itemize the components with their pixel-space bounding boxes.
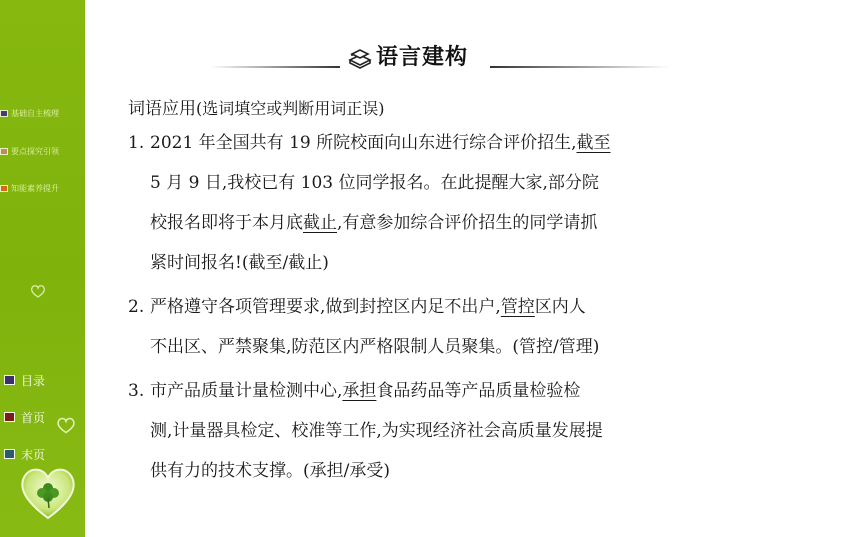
underlined-word: 截止 [303, 213, 337, 233]
section-title: 语言建构 [376, 45, 469, 70]
text-run: 食品药品等产品质量检验检 [376, 381, 581, 401]
question-line [128, 203, 738, 243]
question-number: 2. [128, 297, 145, 317]
toc-button[interactable] [4, 372, 45, 388]
first-page-button[interactable] [4, 409, 45, 425]
text-run: 市产品质量计量检测中心, [150, 381, 343, 401]
question-line: 供有力的技术支撑。(承担/承受) [150, 461, 390, 481]
last-page-button[interactable] [4, 446, 45, 462]
heart-clover-icon [18, 462, 78, 522]
toc-label: 目录 [21, 373, 46, 388]
toc-square-icon [4, 375, 15, 385]
question-line: 测,计量器具检定、校准等工作,为实现经济社会高质量发展提 [150, 421, 603, 441]
question-line [128, 287, 738, 327]
nav-square-icon [0, 110, 8, 117]
nav-square-icon [0, 148, 8, 155]
last-page-label: 末页 [21, 447, 46, 462]
question-line [128, 123, 738, 163]
nav-square-icon [0, 185, 8, 192]
question-number: 1. [128, 133, 145, 153]
exercise-subtitle [128, 94, 738, 119]
sidebar [0, 0, 85, 537]
main-content [128, 90, 738, 491]
nav-jichu-zizhu-shuli[interactable] [0, 106, 59, 120]
nav-label: 基础自主梳理 [11, 108, 59, 118]
nav-zhineng-suyang-tisheng[interactable] [0, 181, 59, 195]
text-run: 校报名即将于本月底 [150, 213, 303, 233]
underlined-word: 管控 [500, 297, 535, 317]
question-line: 紧时间报名!(截至/截止) [150, 253, 329, 273]
text-run: 区内人 [534, 297, 586, 317]
header-divider-right [490, 66, 670, 68]
question-1 [128, 123, 738, 283]
question-line [128, 371, 738, 411]
header-divider-left [210, 66, 340, 68]
question-line: 5 月 9 日,我校已有 103 位同学报名。在此提醒大家,部分院 [150, 173, 599, 193]
text-run: 严格遵守各项管理要求,做到封控区内足不出户, [150, 297, 501, 317]
nav-yaodian-tanjiu-yinling[interactable] [0, 144, 59, 158]
text-run: ,有意参加综合评价招生的同学请抓 [337, 213, 598, 233]
underlined-word: 截至 [576, 133, 611, 153]
book-stack-icon [347, 44, 373, 70]
first-page-square-icon [4, 412, 15, 422]
question-line: 不出区、严禁聚集,防范区内严格限制人员聚集。(管控/管理) [150, 337, 600, 357]
subtitle-note: (选词填空或判断用词正误) [196, 99, 385, 118]
first-page-label: 首页 [21, 410, 46, 425]
small-heart-icon [30, 284, 46, 298]
small-heart-icon [56, 416, 76, 434]
question-2 [128, 287, 738, 367]
subtitle-main: 词语应用 [128, 99, 196, 119]
question-3 [128, 371, 738, 491]
nav-label: 知能素养提升 [11, 183, 59, 193]
text-run: 2021 年全国共有 19 所院校面向山东进行综合评价招生, [150, 133, 577, 153]
question-number: 3. [128, 381, 145, 401]
section-header [190, 40, 690, 72]
last-page-square-icon [4, 449, 15, 459]
nav-label: 要点探究引领 [11, 146, 59, 156]
underlined-word: 承担 [342, 381, 377, 401]
